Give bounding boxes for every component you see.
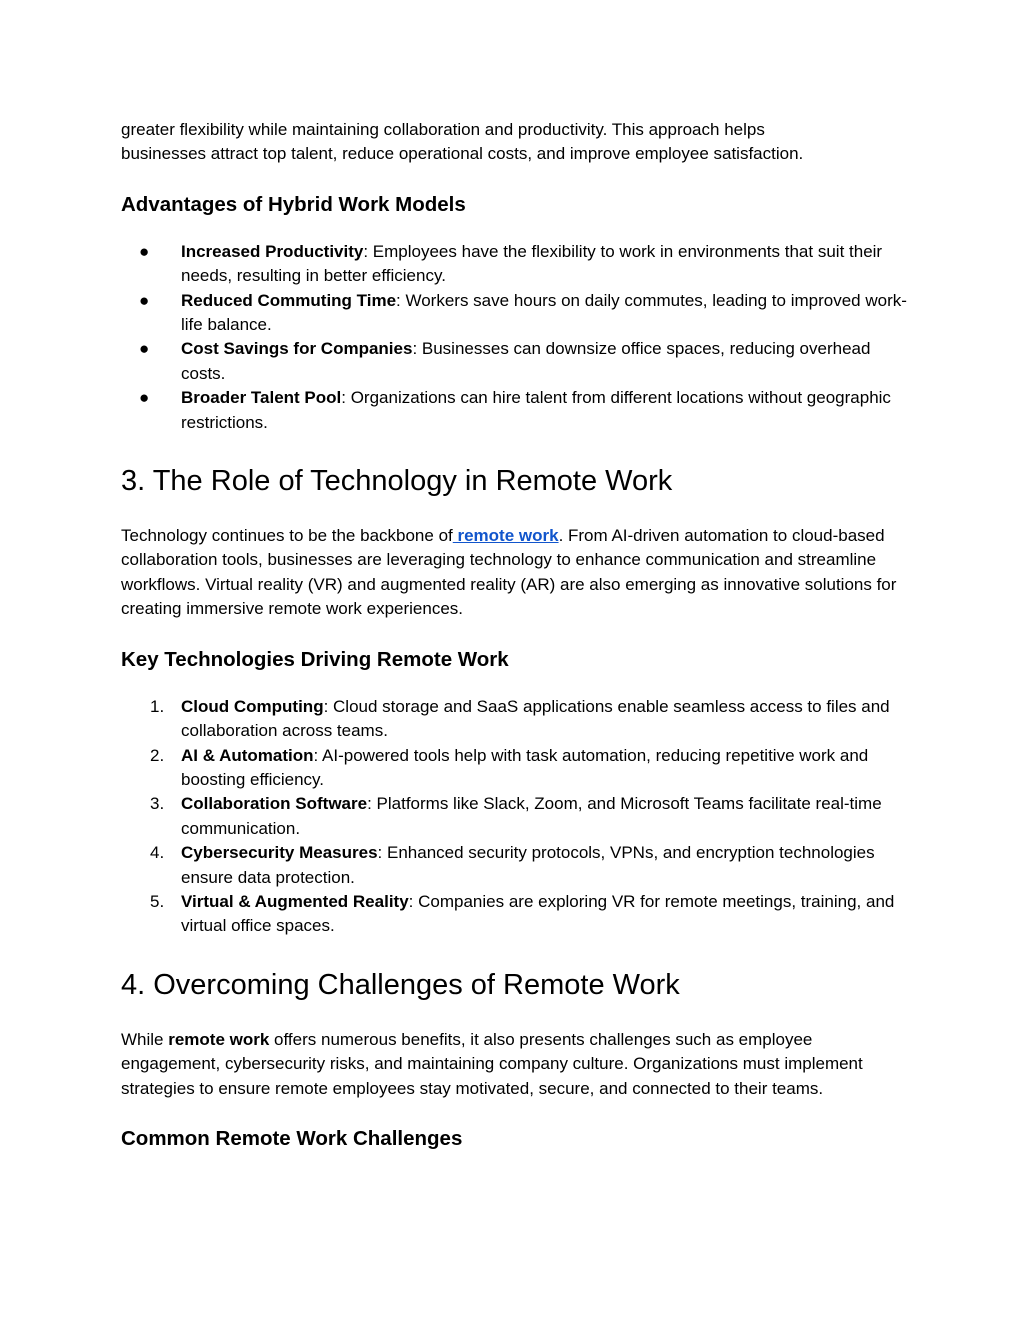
item-term: AI & Automation <box>181 745 314 765</box>
list-item <box>121 841 911 890</box>
item-number: 5. <box>150 891 165 911</box>
list-item <box>121 890 911 939</box>
intro-paragraph <box>121 118 911 167</box>
item-description: : Employees have the flexibility to work in environments that suit their needs, resulting in better efficiency. <box>181 241 883 286</box>
key-technologies-heading: Key Technologies Driving Remote Work <box>121 647 509 671</box>
list-item <box>121 289 911 338</box>
paragraph-text: Technology continues to be the backbone of <box>121 526 453 546</box>
item-number: 3. <box>150 794 165 814</box>
item-description: : AI-powered tools help with task automation, reducing repetitive work and boosting efficiency. <box>181 745 869 789</box>
hybrid-advantages-heading: Advantages of Hybrid Work Models <box>121 192 466 216</box>
item-term: Cost Savings for Companies <box>181 339 413 359</box>
section-3-heading: 3. The Role of Technology in Remote Work <box>121 465 673 498</box>
item-term: Increased Productivity <box>181 241 364 261</box>
key-technologies-list <box>121 695 911 939</box>
item-term: Cybersecurity Measures <box>181 843 378 863</box>
item-term: Collaboration Software <box>181 794 368 814</box>
item-description: : Workers save hours on daily commutes, leading to improved work-life balance. <box>181 290 907 335</box>
section-3-paragraph <box>121 524 911 622</box>
item-term: Broader Talent Pool <box>181 388 342 408</box>
item-number: 2. <box>150 745 165 765</box>
list-item <box>121 695 911 744</box>
paragraph-text: While <box>121 1029 169 1049</box>
list-item <box>121 744 911 793</box>
section-4-heading: 4. Overcoming Challenges of Remote Work <box>121 968 680 1001</box>
list-item <box>121 337 911 386</box>
item-number: 1. <box>150 696 165 716</box>
hybrid-advantages-list <box>121 240 911 435</box>
intro-line-1: greater flexibility while maintaining collaboration and productivity. This approach helps <box>121 120 765 139</box>
paragraph-bold-text: remote work <box>168 1029 270 1049</box>
paragraph-text: offers numerous benefits, it also presents challenges such as employee engagement, cybersecurity risks, and maintaining company culture. Organizations must implement strategies to ensure remote employees stay motivated, secure, and connected to their teams. <box>121 1029 863 1098</box>
remote-work-link[interactable]: remote work <box>452 526 559 546</box>
item-term: Virtual & Augmented Reality <box>181 891 409 911</box>
bullet-icon: ● <box>139 339 150 359</box>
list-item <box>121 386 911 435</box>
item-description: : Platforms like Slack, Zoom, and Microsoft Teams facilitate real-time communication. <box>181 794 882 838</box>
bullet-icon: ● <box>139 388 150 408</box>
list-item <box>121 792 911 841</box>
section-4-paragraph <box>121 1028 911 1101</box>
item-description: : Businesses can downsize office spaces, reducing overhead costs. <box>181 339 871 383</box>
item-description: : Organizations can hire talent from different locations without geographic restrictions. <box>181 388 891 432</box>
item-description: : Cloud storage and SaaS applications enable seamless access to files and collaboration across teams. <box>181 696 890 741</box>
bullet-icon: ● <box>139 290 150 310</box>
item-term: Cloud Computing <box>181 696 324 716</box>
paragraph-text: . From AI-driven automation to cloud-based collaboration tools, businesses are leveraging technology to enhance communication and streamline workflows. Virtual reality (VR) and augmented reality (AR) are also emerging as innovative solutions for creating immersive remote work experiences. <box>121 526 897 619</box>
item-description: : Companies are exploring VR for remote meetings, training, and virtual office spaces. <box>181 891 895 936</box>
bullet-icon: ● <box>139 241 150 261</box>
document-page <box>121 118 911 1174</box>
item-description: : Enhanced security protocols, VPNs, and encryption technologies ensure data protection. <box>181 843 875 887</box>
common-challenges-heading: Common Remote Work Challenges <box>121 1126 463 1150</box>
item-term: Reduced Commuting Time <box>181 290 397 310</box>
item-number: 4. <box>150 843 165 863</box>
intro-line-2: businesses attract top talent, reduce operational costs, and improve employee satisfaction. <box>121 144 804 164</box>
list-item <box>121 240 911 289</box>
